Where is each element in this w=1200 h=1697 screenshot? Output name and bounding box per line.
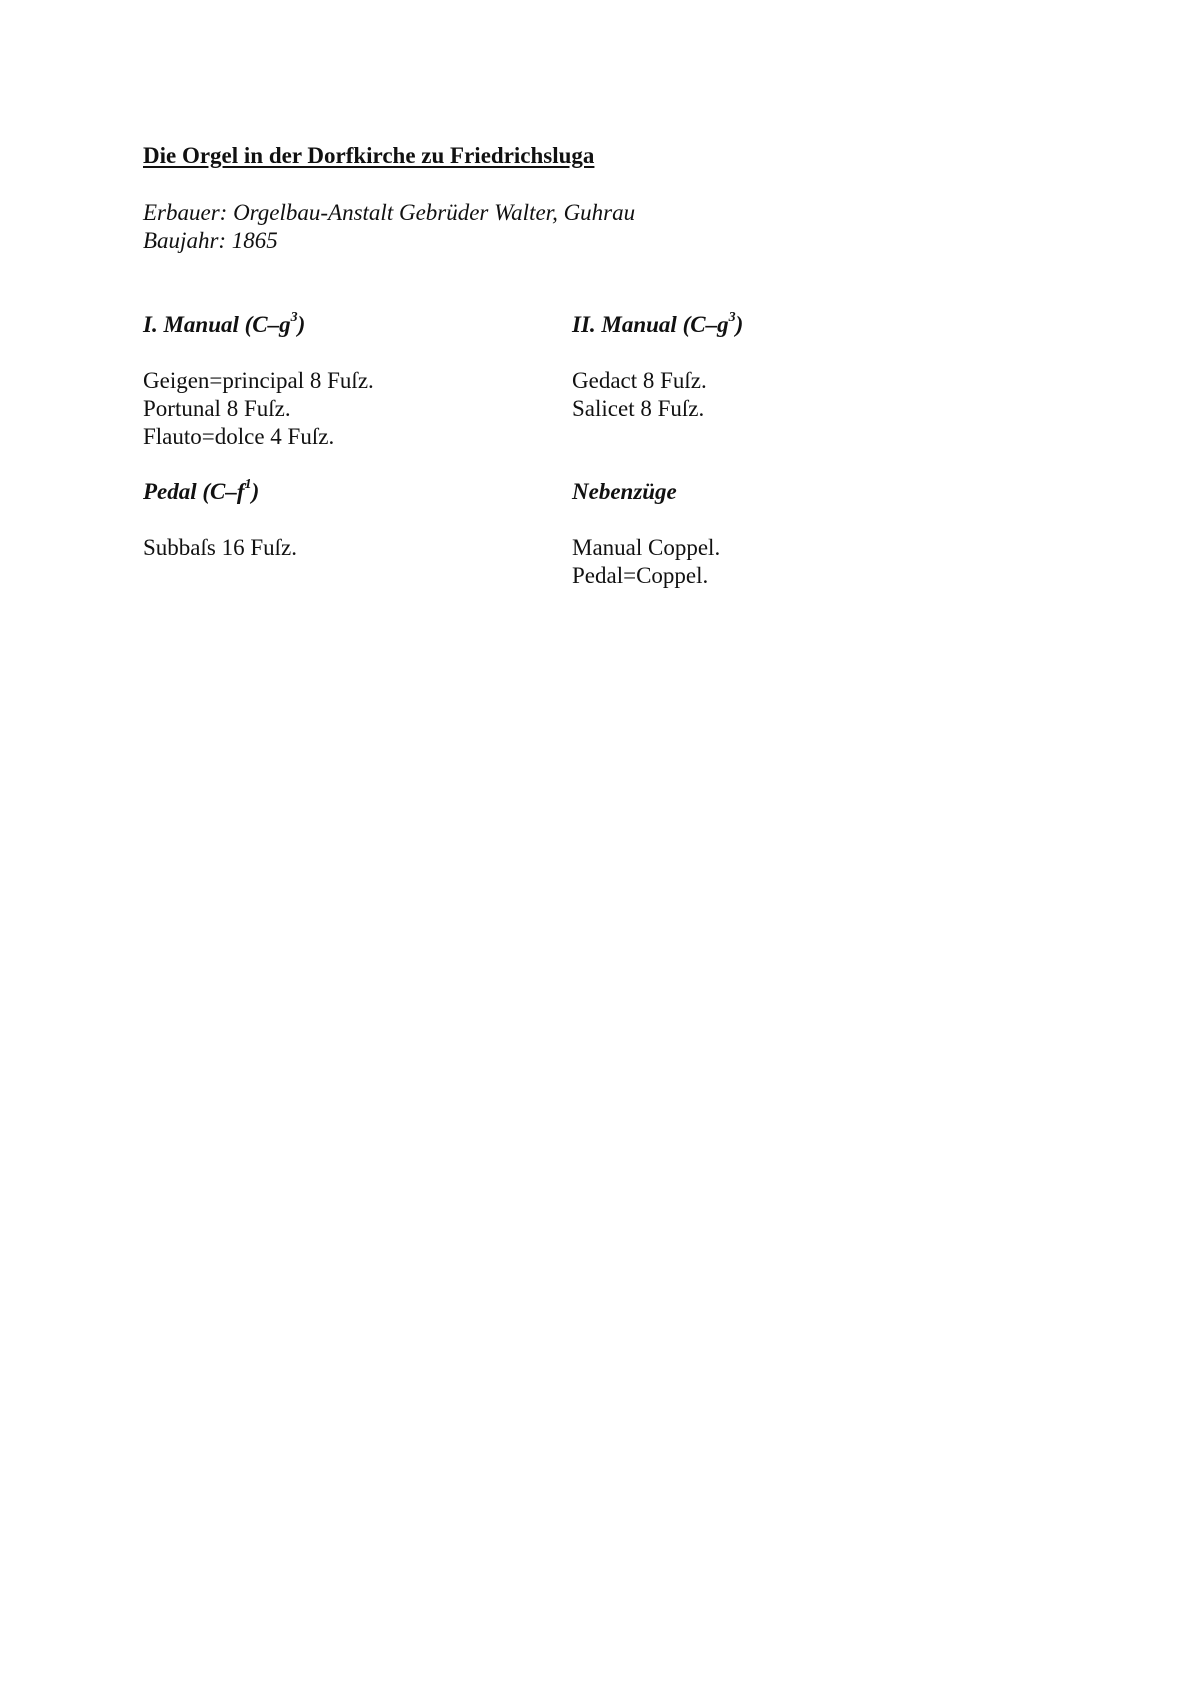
- document-title: Die Orgel in der Dorfkirche zu Friedrichsluga: [143, 143, 595, 168]
- manual-1-section: [143, 311, 374, 451]
- pedal-heading: Pedal $(C-f^1)$: [143, 477, 260, 504]
- pedal-stops: [143, 534, 297, 562]
- stop-item: Geigen=principal 8 Fuſz.: [143, 368, 374, 393]
- manual-1-stops: [143, 367, 374, 451]
- stop-item: Portunal 8 Fuſz.: [143, 396, 291, 421]
- couplers-stops: [572, 534, 720, 590]
- builder-line: Erbauer: Orgelbau-Anstalt Gebrüder Walter, Guhrau: [143, 200, 636, 225]
- manual-1-heading: I. Manual $(C-g^3)$: [143, 310, 306, 337]
- year-line: Baujahr: 1865: [143, 228, 278, 253]
- stop-item: Pedal=Coppel.: [572, 563, 709, 588]
- manual-2-stops: [572, 367, 743, 423]
- couplers-heading: Nebenzüge: [572, 479, 677, 504]
- pedal-section: [143, 478, 297, 562]
- manual-2-heading: II. Manual $(C-g^3)$: [572, 310, 744, 337]
- stop-item: Salicet 8 Fuſz.: [572, 396, 705, 421]
- couplers-section: [572, 478, 720, 590]
- organ-meta: [143, 199, 635, 255]
- stop-item: Manual Coppel.: [572, 535, 721, 560]
- stop-item: Subbaſs 16 Fuſz.: [143, 535, 297, 560]
- stop-item: Flauto=dolce 4 Fuſz.: [143, 424, 335, 449]
- stop-item: Gedact 8 Fuſz.: [572, 368, 707, 393]
- manual-2-section: [572, 311, 743, 423]
